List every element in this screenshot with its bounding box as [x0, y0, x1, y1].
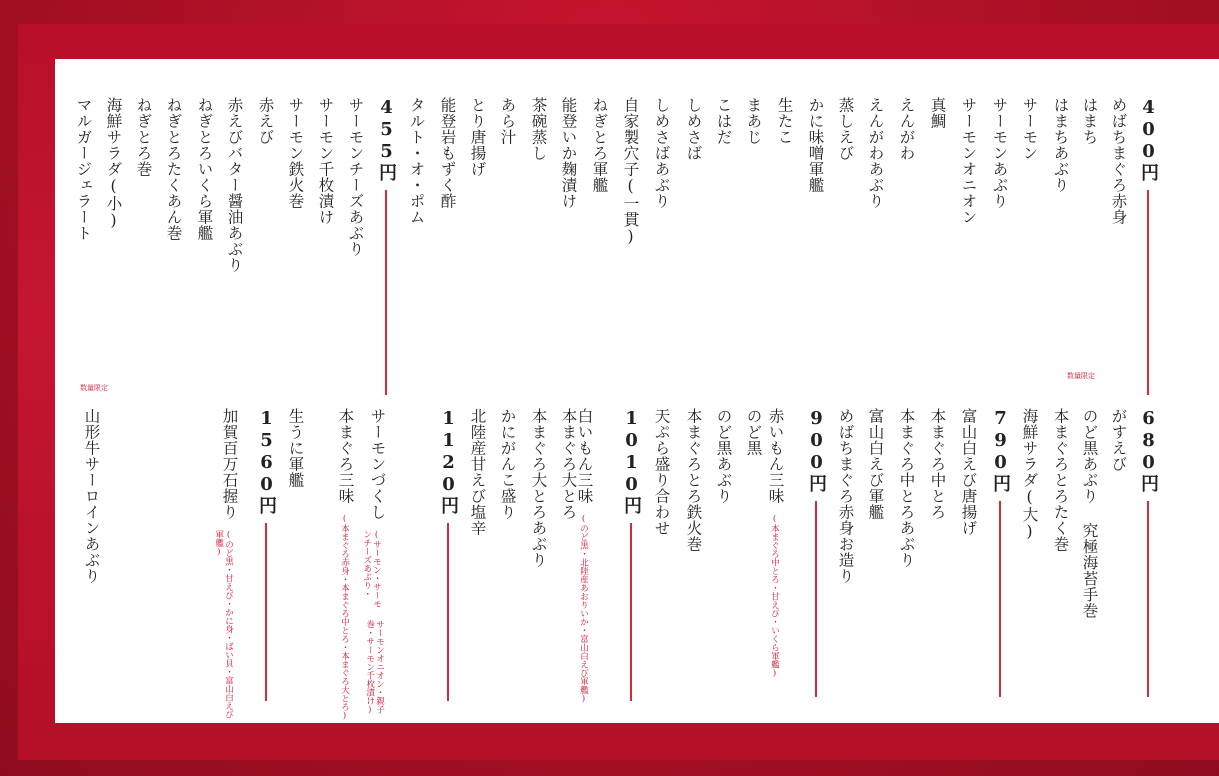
item-note: (のど黒・甘えび・かに身・ばい貝・富山白えび軍艦) — [213, 530, 234, 719]
price-label: 1560円 — [256, 408, 277, 515]
menu-item: ねぎとろたくあん巻 — [164, 97, 183, 241]
price-heading-680 — [1139, 408, 1157, 697]
price-label: 400円 — [1138, 97, 1159, 182]
menu-item-with-note — [213, 408, 237, 723]
menu-item: 真鯛 — [928, 97, 947, 129]
menu-item: のど黒あぶり — [714, 408, 733, 504]
price-divider — [447, 523, 449, 701]
menu-item: 北陸産甘えび塩辛 — [468, 408, 487, 536]
price-label: 900円 — [806, 408, 827, 493]
price-divider — [815, 501, 817, 697]
item-note: (本まぐろ中とろ・甘えび・いくら軍艦) — [769, 514, 780, 679]
menu-item: ねぎとろ軍艦 — [590, 97, 609, 193]
menu-item: あら汁 — [498, 97, 517, 145]
menu-item: 蒸しえび — [836, 97, 855, 161]
menu-item: かにがんこ盛り — [498, 408, 517, 520]
menu-item: とり唐揚げ — [468, 97, 487, 177]
menu-item: 本まぐろ大とろあぶり — [529, 408, 548, 568]
menu-item: 赤えび — [256, 97, 275, 145]
menu-item-with-note — [337, 408, 353, 721]
menu-item: のど黒あぶり 究極海苔手巻 — [1080, 408, 1099, 619]
menu-item: 本まぐろ三味 — [336, 408, 355, 504]
menu-item: マルガージェラート — [74, 97, 93, 241]
price-label: 455円 — [376, 97, 397, 182]
menu-item: 茶碗蒸し — [529, 97, 548, 161]
price-heading-1560 — [257, 408, 275, 701]
price-divider — [385, 190, 387, 395]
menu-item: しめさばあぶり — [652, 97, 671, 209]
price-divider — [999, 501, 1001, 697]
menu-item: 本まぐろとろたく巻 — [1051, 408, 1070, 552]
menu-item: 本まぐろとろ鉄火巻 — [684, 408, 703, 552]
price-divider — [1147, 501, 1149, 697]
menu-item: サーモン千枚漬け — [316, 97, 335, 225]
menu-item: しめさば — [684, 97, 703, 161]
menu-panel — [55, 59, 1219, 723]
menu-item: えんがわ — [897, 97, 916, 161]
price-label: 1010円 — [621, 408, 642, 515]
price-divider — [265, 523, 267, 701]
menu-item: ねぎとろいくら軍艦 — [195, 97, 214, 241]
menu-item: 赤いもん三味 — [766, 408, 785, 504]
menu-item: えんがわあぶり — [866, 97, 885, 209]
menu-item: はまち — [1080, 97, 1099, 145]
menu-item-with-note — [361, 408, 385, 723]
menu-item: かに味噌軍艦 — [806, 97, 825, 193]
menu-item: 赤えびバター醤油あぶり — [225, 97, 244, 273]
menu-item: 能登いか麹漬け — [559, 97, 578, 209]
menu-item-with-note — [576, 408, 592, 704]
menu-item: 生たこ — [775, 97, 794, 145]
price-label: 790円 — [990, 408, 1011, 493]
menu-item: タルト・オ・ポム — [407, 97, 426, 225]
limited-tag: 数量限定 — [1067, 372, 1095, 380]
menu-item: 山形牛サーロインあぶり — [82, 408, 101, 584]
menu-item-with-note — [767, 408, 783, 679]
menu-item: サーモンオニオン — [959, 97, 978, 225]
menu-item: がすえび — [1109, 408, 1128, 472]
menu-item: 海鮮サラダ(小) — [104, 97, 123, 230]
menu-item: 富山白えび唐揚げ — [959, 408, 978, 536]
menu-item: 富山白えび軍艦 — [866, 408, 885, 520]
menu-item: ねぎとろ巻 — [134, 97, 153, 177]
price-heading-790 — [991, 408, 1009, 697]
menu-item: 海鮮サラダ(大) — [1020, 408, 1039, 541]
menu-item: まあじ — [744, 97, 763, 145]
price-divider — [1147, 190, 1149, 395]
price-heading-900 — [807, 408, 825, 697]
menu-item: のど黒 — [744, 408, 763, 456]
menu-item: サーモン鉄火巻 — [286, 97, 305, 209]
item-note: サーモンオニオン・親子巻・サーモン千枚漬け) — [364, 619, 385, 715]
menu-item: 本まぐろ大とろ — [559, 408, 578, 520]
price-divider — [630, 523, 632, 701]
price-heading-1120 — [439, 408, 457, 701]
menu-item: 本まぐろ中とろ — [928, 408, 947, 520]
menu-item: 本まぐろ中とろあぶり — [897, 408, 916, 568]
price-heading-1010 — [622, 408, 640, 701]
limited-tag: 数量限定 — [80, 384, 108, 392]
price-label: 1120円 — [438, 408, 459, 515]
menu-item: はまちあぶり — [1051, 97, 1070, 193]
price-heading-400 — [1139, 97, 1157, 395]
menu-item: 生うに軍艦 — [286, 408, 305, 488]
price-heading-455 — [377, 97, 395, 395]
menu-item: めばちまぐろ赤身 — [1109, 97, 1128, 225]
price-label: 680円 — [1138, 408, 1159, 493]
menu-item: サーモンチーズあぶり — [346, 97, 365, 257]
menu-item: 自家製穴子(一貫) — [621, 97, 640, 246]
menu-item: こはだ — [714, 97, 733, 145]
menu-item: 加賀百万石握り — [220, 408, 239, 520]
menu-item: サーモン — [1020, 97, 1039, 161]
menu-item: めばちまぐろ赤身お造り — [836, 408, 855, 584]
item-note: (本まぐろ赤身・本まぐろ中とろ・本まぐろ大とろ) — [339, 514, 350, 721]
menu-item: 天ぷら盛り合わせ — [652, 408, 671, 536]
menu-item: サーモンづくし — [368, 408, 387, 520]
menu-item: 能登岩もずく酢 — [438, 97, 457, 209]
item-note: (のど黒・北陸産あおりいか・富山白えび軍艦) — [578, 514, 589, 704]
item-note: (サーモン・サーモンチーズあぶり・ — [361, 530, 382, 608]
menu-item: サーモンあぶり — [990, 97, 1009, 209]
menu-item: 白いもん三味 — [575, 408, 594, 504]
